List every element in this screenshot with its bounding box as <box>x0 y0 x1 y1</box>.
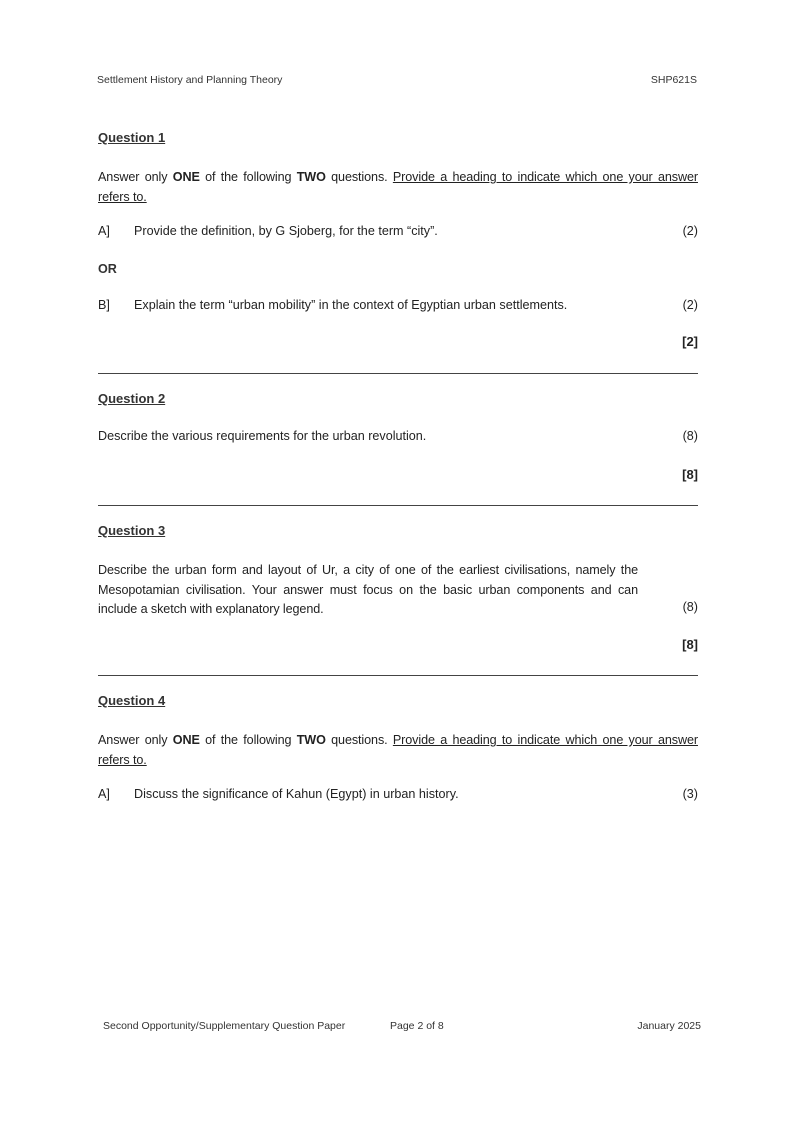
divider <box>98 675 698 676</box>
question-1-total: [2] <box>682 334 698 349</box>
question-4-heading: Question 4 <box>98 693 166 708</box>
question-1-instructions: Answer only ONE of the following TWO questions. Provide a heading to indicate which one your answer refers to. <box>98 170 698 204</box>
course-title: Settlement History and Planning Theory <box>97 74 283 86</box>
question-2-heading: Question 2 <box>98 391 166 406</box>
question-1a: A] Provide the definition, by G Sjoberg, for the term “city”. (2) <box>98 224 698 238</box>
question-4a: A] Discuss the significance of Kahun (Egypt) in urban history. (3) <box>98 787 698 801</box>
question-1-heading: Question 1 <box>98 130 166 145</box>
question-3-marks: (8) <box>682 600 698 614</box>
divider <box>98 505 698 506</box>
question-1b: B] Explain the term “urban mobility” in the context of Egyptian urban settlements. (2) <box>98 298 698 312</box>
question-2-text: Describe the various requirements for the urban revolution. (8) <box>98 429 698 443</box>
question-3-heading: Question 3 <box>98 523 166 538</box>
question-4-instructions: Answer only ONE of the following TWO questions. Provide a heading to indicate which one your answer refers to. <box>98 733 698 767</box>
course-code: SHP621S <box>650 74 697 86</box>
footer-page-number: Page 2 of 8 <box>390 1020 444 1032</box>
footer-paper: Second Opportunity/Supplementary Question Paper <box>103 1020 346 1032</box>
footer-date: January 2025 <box>637 1020 701 1032</box>
question-3-total: [8] <box>682 637 698 652</box>
question-2-total: [8] <box>682 467 698 482</box>
divider <box>98 373 698 374</box>
or-label: OR <box>98 262 117 276</box>
question-3-text: Describe the urban form and layout of Ur, a city of one of the earliest civilisations, namely the Mesopotamian civilisation. Your answer must focus on the basic urban components and can include a sketch with explanatory legend. <box>98 563 638 616</box>
